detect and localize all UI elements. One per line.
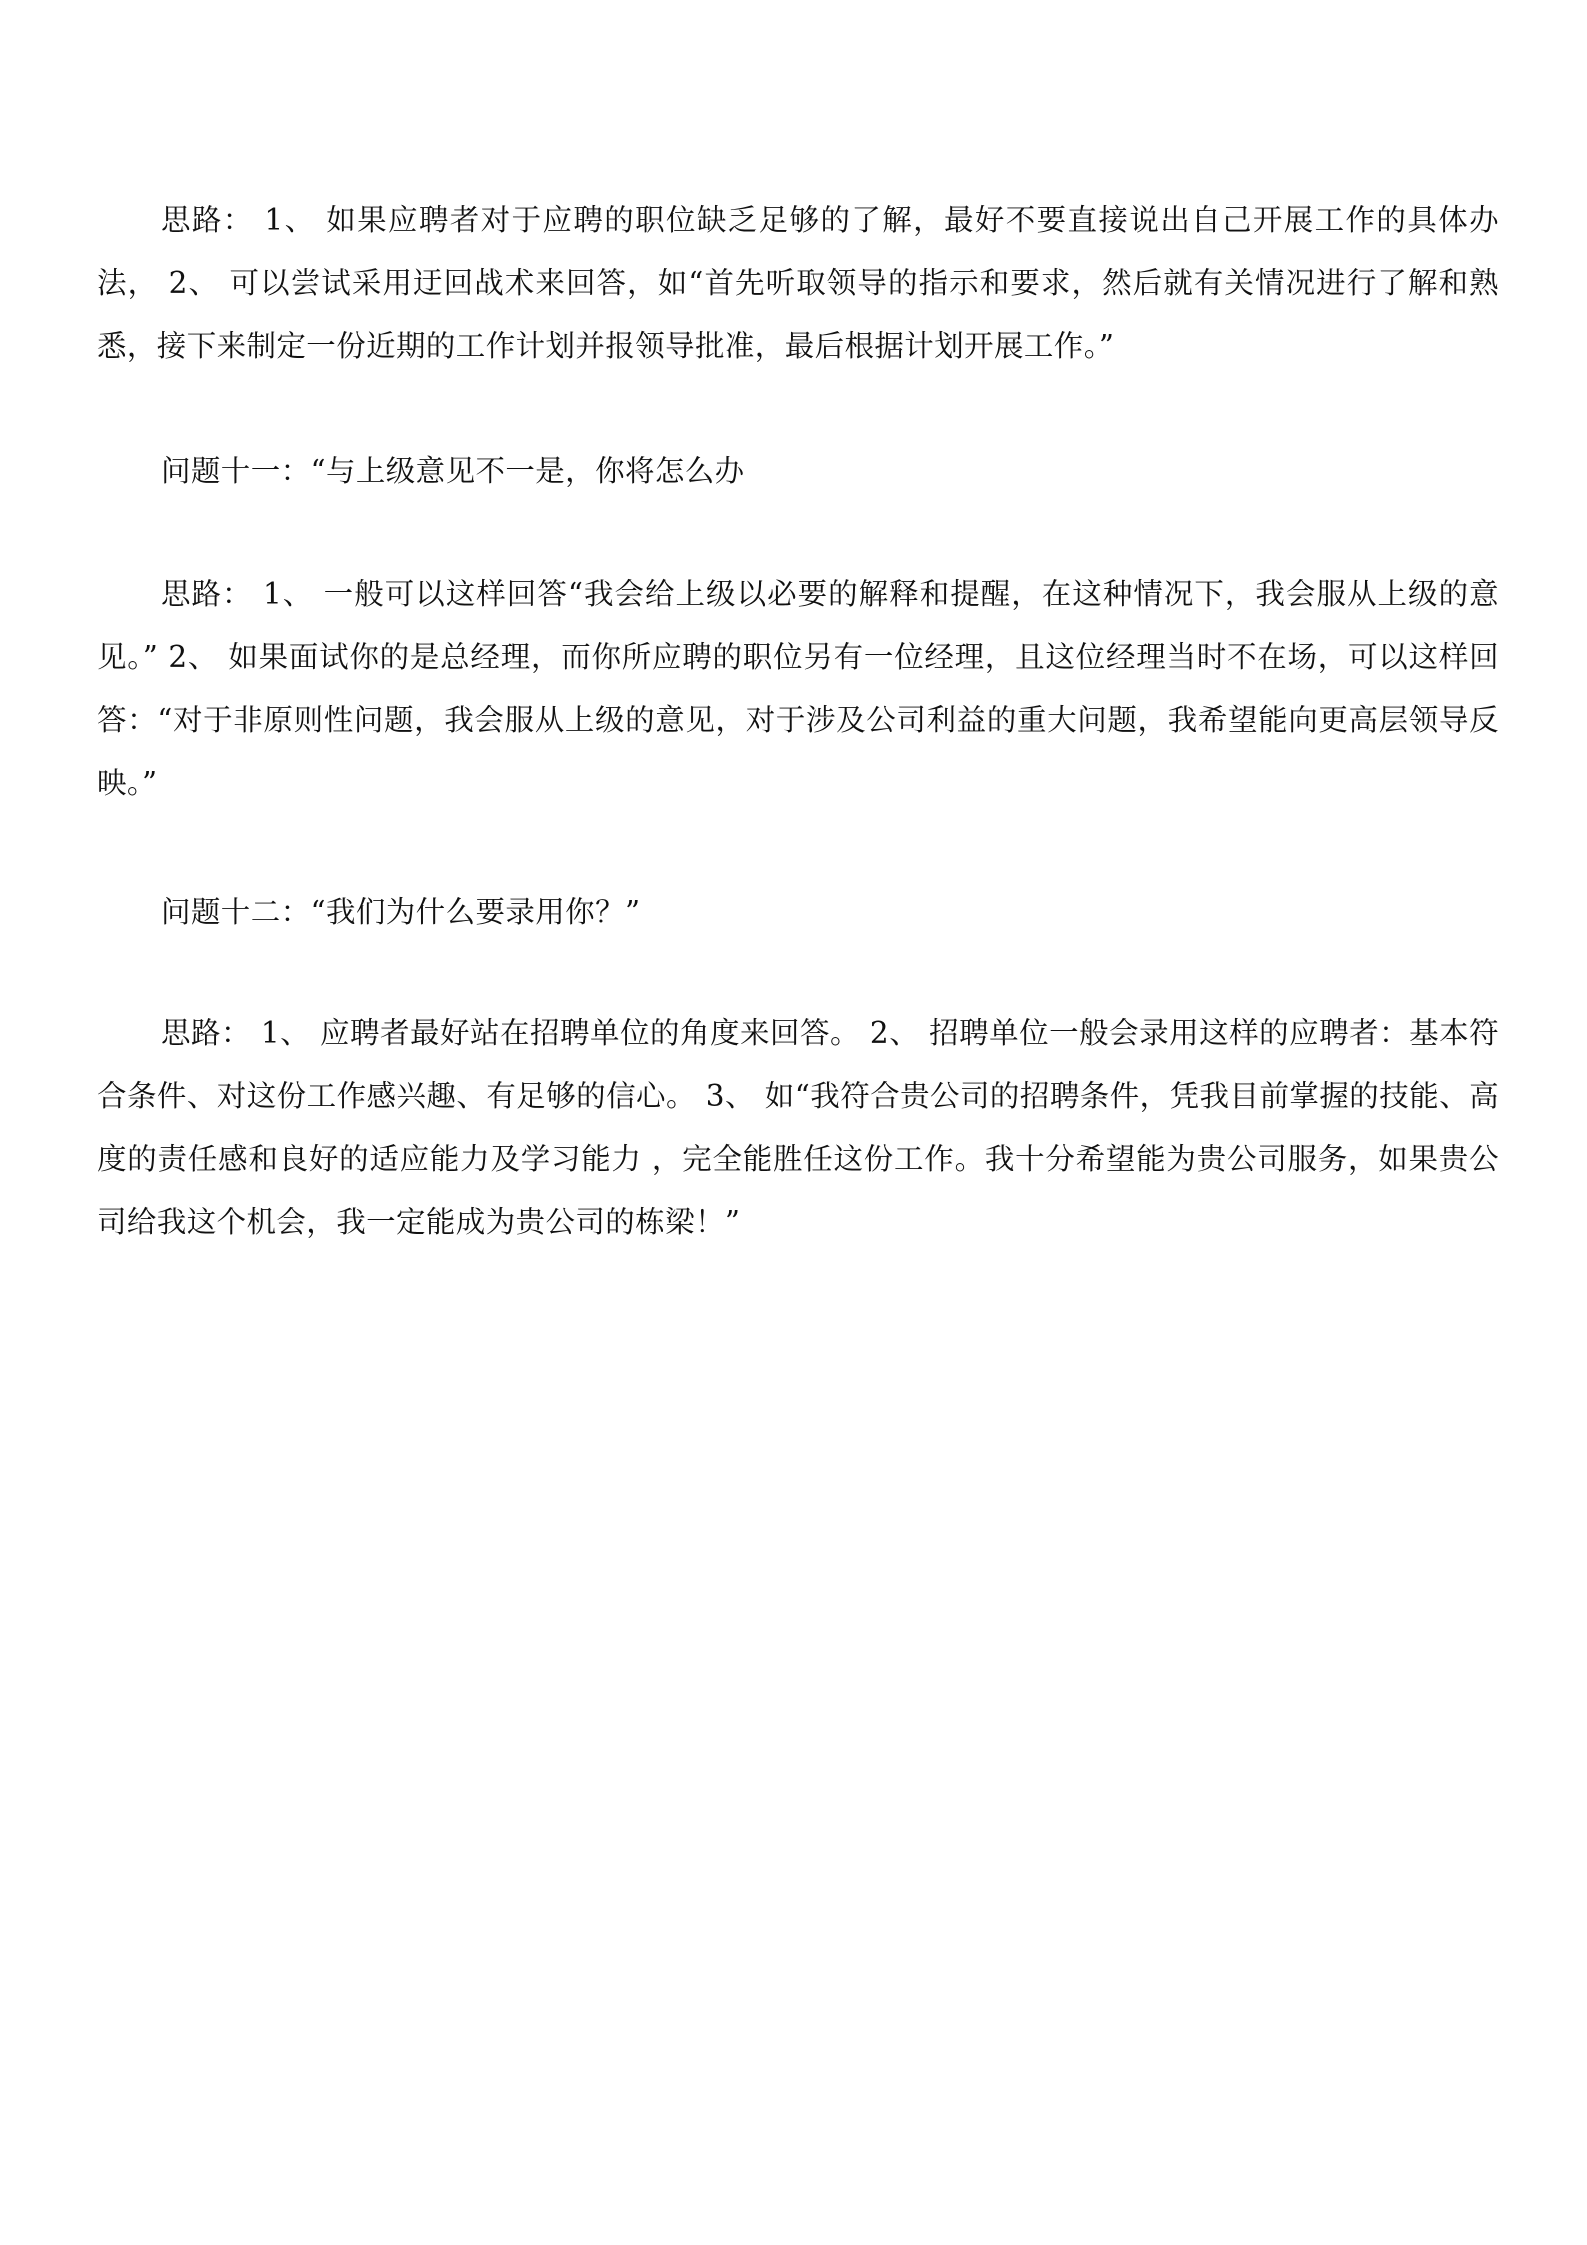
answer-paragraph: 思路： 1、 如果应聘者对于应聘的职位缺乏足够的了解，最好不要直接说出自己开展工作的具体办法， 2、 可以尝试采用迂回战术来回答，如“首先听取领导的指示和要求，然后就有关情况进行了解和熟悉，接下来制定一份近期的工作计划并报领导批准，最后根据计划开展工作。” — [97, 202, 1499, 363]
question-heading: 问题十一：“与上级意见不一是，你将怎么办 — [161, 453, 745, 488]
answer-paragraph: 思路： 1、 应聘者最好站在招聘单位的角度来回答。 2、 招聘单位一般会录用这样的应聘者：基本符合条件、对这份工作感兴趣、有足够的信心。 3、 如“我符合贵公司的招聘条件，凭我目前掌握的技能、高度的责任感和良好的适应能力及学习能力 ，完全能胜任这份工作。我十分希望能为贵公司服务，如果贵公司给我这个机会，我一定能成为贵公司的栋梁！” — [97, 1015, 1499, 1239]
answer-paragraph: 思路： 1、 一般可以这样回答“我会给上级以必要的解释和提醒，在这种情况下，我会服从上级的意见。” 2、 如果面试你的是总经理，而你所应聘的职位另有一位经理，且这位经理当时不在场，可以这样回答：“对于非原则性问题，我会服从上级的意见，对于涉及公司利益的重大问题，我希望能向更高层领导反映。” — [97, 576, 1499, 800]
question-heading: 问题十二：“我们为什么要录用你？” — [161, 894, 641, 929]
